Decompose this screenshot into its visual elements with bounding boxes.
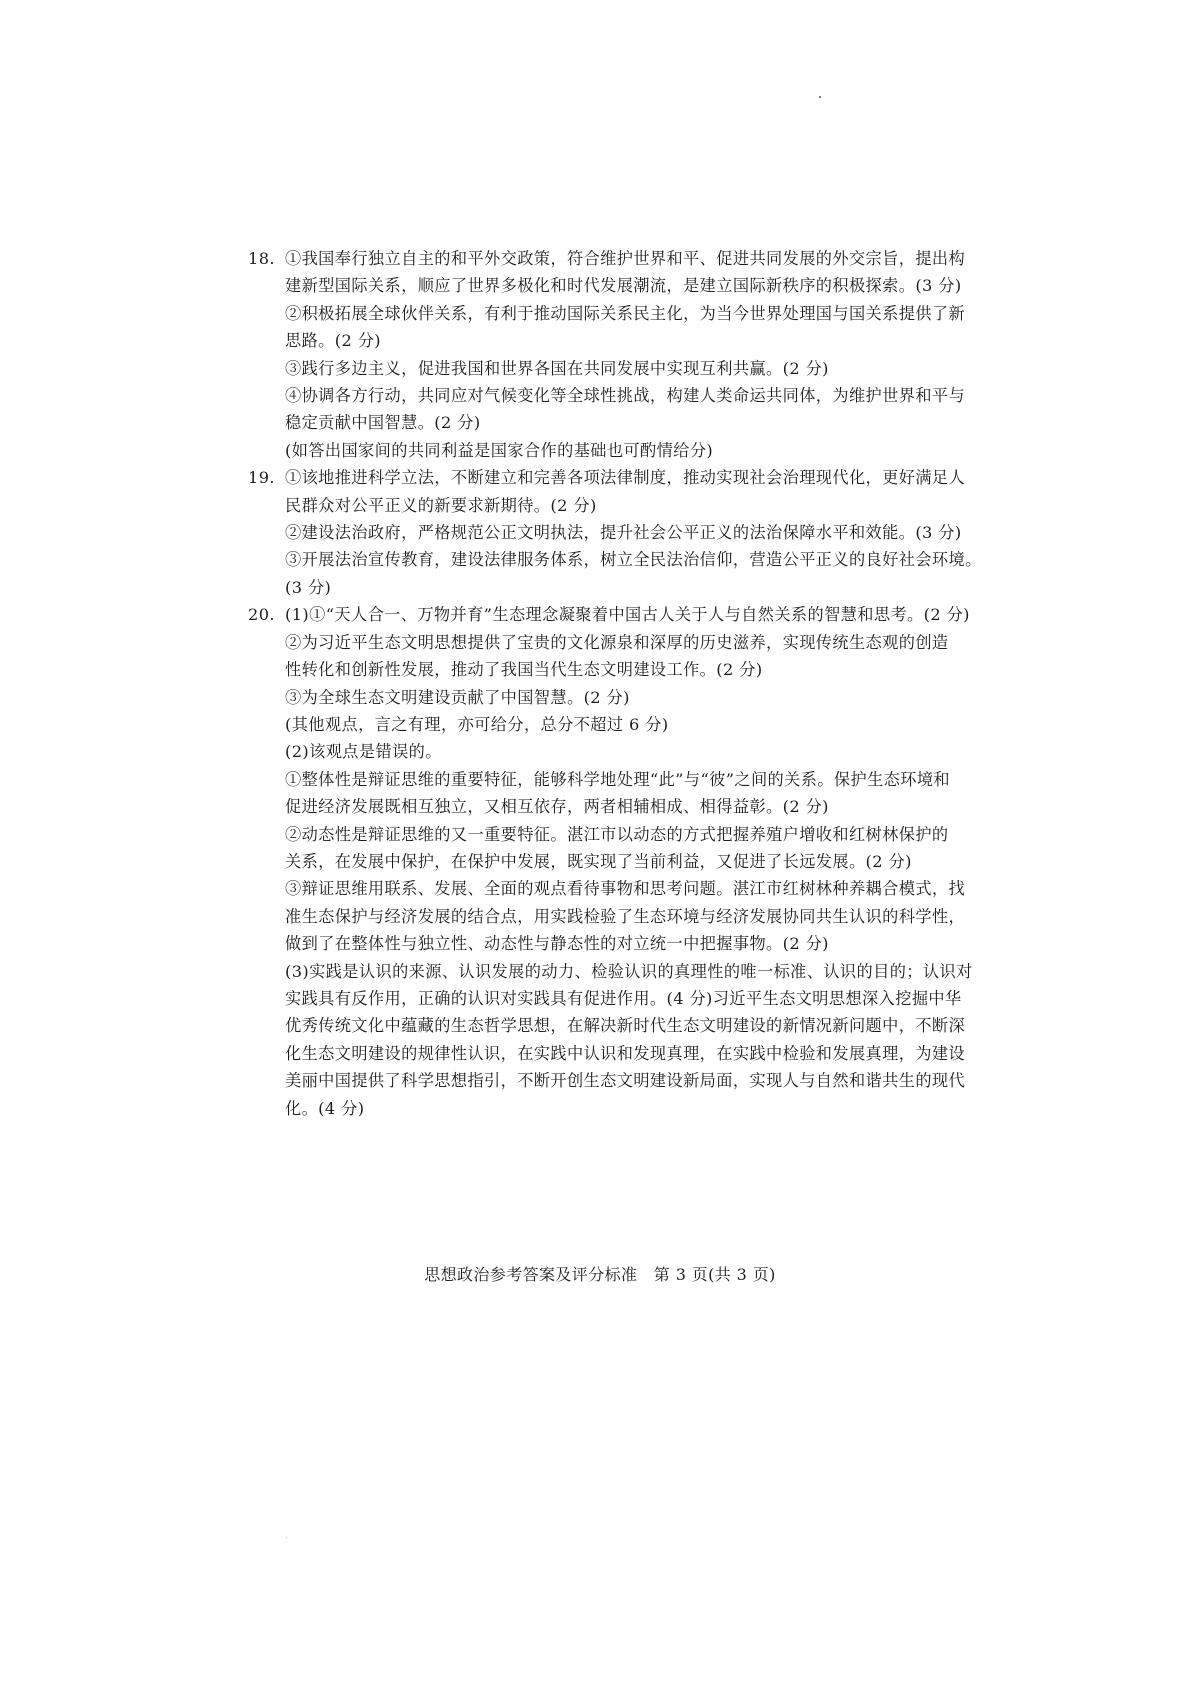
answer-line: 建新型国际关系，顺应了世界多极化和时代发展潮流，是建立国际新秩序的积极探索。(3 分) (285, 276, 962, 296)
answer-line: 性转化和创新性发展，推动了我国当代生态文明建设工作。(2 分) (285, 660, 763, 680)
answer-line: 准生态保护与经济发展的结合点，用实践检验了生态环境与经济发展协同共生认识的科学性， (285, 906, 966, 926)
answer-line: ②积极拓展全球伙伴关系，有利于推动国际关系民主化，为当今世界处理国与国关系提供了新 (285, 303, 966, 323)
answer-line: (3)实践是认识的来源、认识发展的动力、检验认识的真理性的唯一标准、认识的目的；认识对 (285, 961, 973, 981)
question-number: 18. (248, 249, 275, 268)
answer-line: 做到了在整体性与独立性、动态性与静态性的对立统一中把握事物。(2 分) (285, 934, 829, 954)
answer-line: (2)该观点是错误的。 (285, 742, 442, 762)
answer-line: ①整体性是辩证思维的重要特征，能够科学地处理“此”与“彼”之间的关系。保护生态环境和 (285, 769, 951, 789)
answer-line: 关系，在发展中保护，在保护中发展，既实现了当前利益，又促进了长远发展。(2 分) (285, 851, 912, 871)
answer-line: 稳定贡献中国智慧。(2 分) (285, 413, 481, 433)
answer-line: 民群众对公平正义的新要求新期待。(2 分) (285, 495, 597, 515)
question-1-block (248, 464, 982, 601)
answer-line: 化。(4 分) (285, 1098, 365, 1118)
page-footer: 思想政治参考答案及评分标准 第 3 页(共 3 页) (424, 1265, 776, 1284)
question-number: 20. (248, 605, 275, 625)
scan-speck (819, 96, 821, 98)
answer-line: ①该地推进科学立法，不断建立和完善各项法律制度，推动实现社会治理现代化，更好满足人 (285, 468, 966, 488)
answer-line: ②动态性是辩证思维的又一重要特征。湛江市以动态的方式把握养殖户增收和红树林保护的 (285, 824, 949, 844)
answer-line: 美丽中国提供了科学思想指引，不断开创生态文明建设新局面，实现人与自然和谐共生的现代 (285, 1071, 966, 1091)
answer-line: 思路。(2 分) (285, 331, 382, 351)
answer-line: ②为习近平生态文明思想提供了宝贵的文化源泉和深厚的历史滋养，实现传统生态观的创造 (285, 632, 949, 652)
answer-line: (如答出国家间的共同利益是国家合作的基础也可酌情给分) (285, 440, 714, 460)
scan-speck (286, 1537, 287, 1538)
answer-line: ③为全球生态文明建设贡献了中国智慧。(2 分) (285, 687, 630, 707)
answer-line: ①我国奉行独立自主的和平外交政策，符合维护世界和平、促进共同发展的外交宗旨，提出构 (285, 249, 966, 268)
question-0-block (248, 245, 966, 464)
answer-line: ③辩证思维用联系、发展、全面的观点看待事物和思考问题。湛江市红树林种养耦合模式，找 (285, 879, 966, 899)
answer-line: (3 分) (285, 577, 332, 597)
answer-line: ③开展法治宣传教育，建设法律服务体系，树立全民法治信仰，营造公平正义的良好社会环境。 (285, 550, 982, 570)
answer-line: 化生态文明建设的规律性认识，在实践中认识和发现真理，在实践中检验和发展真理，为建设 (285, 1043, 966, 1063)
question-number: 19. (248, 468, 275, 488)
answer-line: ④协调各方行动，共同应对气候变化等全球性挑战，构建人类命运共同体，为维护世界和平与 (285, 386, 966, 406)
answer-line: 促进经济发展既相互独立，又相互依存，两者相辅相成、相得益彰。(2 分) (285, 797, 829, 817)
answer-line: ②建设法治政府，严格规范公正文明执法，提升社会公平正义的法治保障水平和效能。(3 分) (285, 523, 962, 543)
answer-content (248, 245, 982, 1122)
answer-line: (1)①“天人合一、万物并育”生态理念凝聚着中国古人关于人与自然关系的智慧和思考。(2 分) (285, 605, 970, 625)
answer-line: (其他观点，言之有理，亦可给分，总分不超过 6 分) (285, 714, 669, 734)
answer-line: 实践具有反作用，正确的认识对实践具有促进作用。(4 分)习近平生态文明思想深入挖掘中华 (285, 988, 962, 1008)
question-2-block (248, 601, 973, 1122)
answer-line: ③践行多边主义，促进我国和世界各国在共同发展中实现互利共赢。(2 分) (285, 358, 829, 378)
answer-line: 优秀传统文化中蕴藏的生态哲学思想，在解决新时代生态文明建设的新情况新问题中，不断深 (285, 1016, 966, 1036)
